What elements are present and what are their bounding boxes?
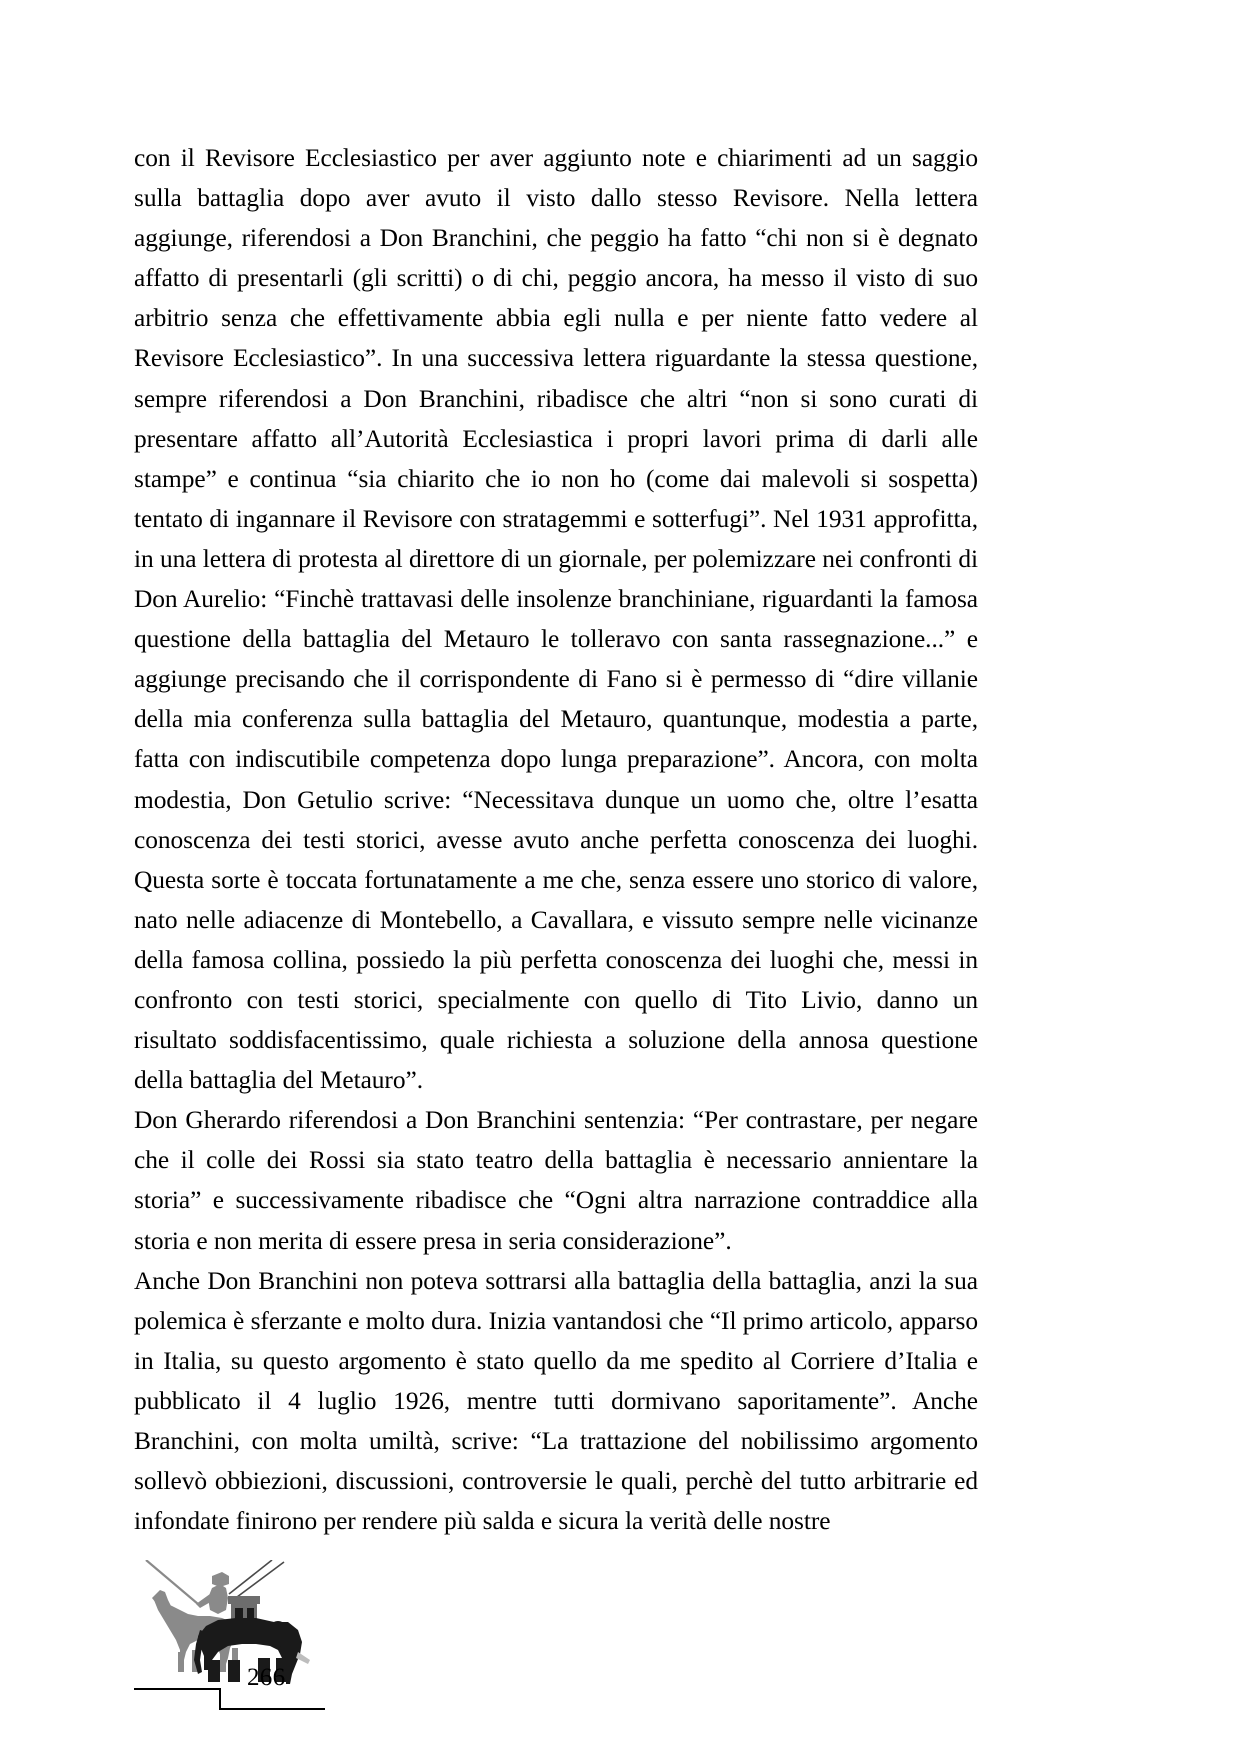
paragraph-2: Don Gherardo riferendosi a Don Branchini sentenzia: “Per contrastare, per negare che il colle dei Rossi sia stato teatro della battaglia è necessario annientare la storia” e successivamente ribadisce che “Ogni altra narrazione contraddice alla storia e non merita di essere presa in seria considerazione”. [134,1106,978,1255]
page-footer [0,1560,1240,1740]
elephant-and-horseman-illustration [132,1560,332,1695]
page-number: 266 [247,1664,286,1691]
paragraph-3: Anche Don Branchini non poteva sottrarsi alla battaglia della battaglia, anzi la sua polemica è sferzante e molto dura. Inizia vantandosi che “Il primo articolo, apparso in Italia, su questo argomento è stato quello da me spedito al Corriere d’Italia e pubblicato il 4 luglio 1926, mentre tutti dormivano saporitamente”. Anche Branchini, con molta umiltà, scrive: “La trattazione del nobilissimo argomento sollevò obbiezioni, discussioni, controversie le quali, perchè del tutto arbitrarie ed infondate finirono per rendere più salda e sicura la verità delle nostre [134,1266,978,1536]
folio-rule-left [134,1688,220,1690]
folio-rule-step [219,1688,221,1710]
folio-rule-right [219,1708,325,1710]
body-text-column [134,138,978,1541]
paragraph-1: con il Revisore Ecclesiastico per aver aggiunto note e chiarimenti ad un saggio sulla battaglia dopo aver avuto il visto dallo stesso Revisore. Nella lettera aggiunge, riferendosi a Don Branchini, che peggio ha fatto “chi non si è degnato affatto di presentarli (gli scritti) o di chi, peggio ancora, ha messo il visto di suo arbitrio senza che effettivamente abbia egli nulla e per niente fatto vedere al Revisore Ecclesiastico”. In una successiva lettera riguardante la stessa questione, sempre riferendosi a Don Branchini, ribadisce che altri “non si sono curati di presentare affatto all’Autorità Ecclesiastica i propri lavori prima di darli alle stampe” e continua “sia chiarito che io non ho (come dai malevoli si sospetta) tentato di ingannare il Revisore con stratagemmi e sotterfugi”. Nel 1931 approfitta, in una lettera di protesta al direttore di un giornale, per polemizzare nei confronti di Don Aurelio: “Finchè trattavasi delle insolenze branchiniane, riguardanti la famosa questione della battaglia del Metauro le tolleravo con santa rassegnazione...” e aggiunge precisando che il corrispondente di Fano si è permesso di “dire villanie della mia conferenza sulla battaglia del Metauro, quantunque, modestia a parte, fatta con indiscutibile competenza dopo lunga preparazione”. Ancora, con molta modestia, Don Getulio scrive: “Necessitava dunque un uomo che, oltre l’esatta conoscenza dei testi storici, avesse avuto anche perfetta conoscenza dei luoghi. Questa sorte è toccata fortunatamente a me che, senza essere uno storico di valore, nato nelle adiacenze di Montebello, a Cavallara, e vissuto sempre nelle vicinanze della famosa collina, possiedo la più perfetta conoscenza dei luoghi che, messi in confronto con testi storici, specialmente con quello di Tito Livio, danno un risultato soddisfacentissimo, quale richiesta a soluzione della annosa questione della battaglia del Metauro”. [134,144,978,1095]
